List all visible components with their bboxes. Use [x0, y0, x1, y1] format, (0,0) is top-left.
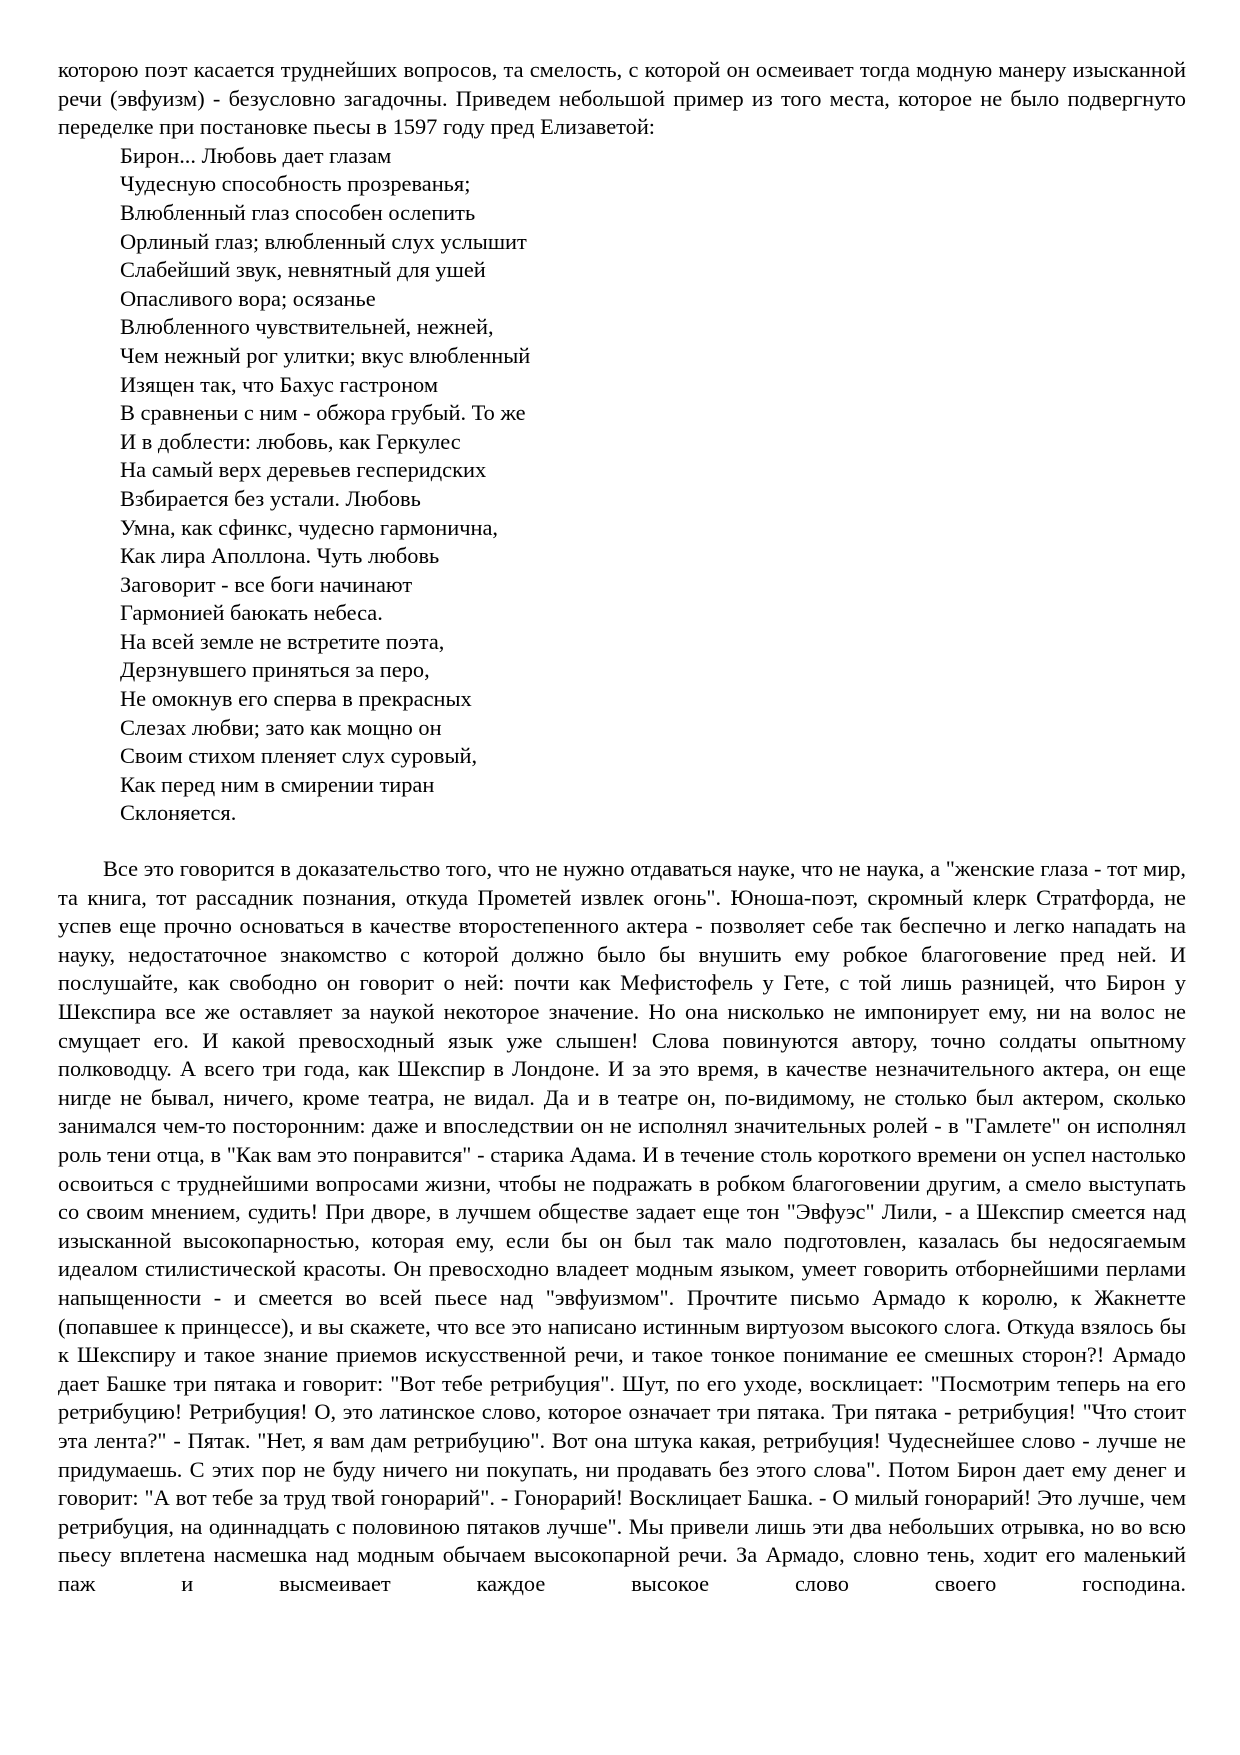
verse-line: Заговорит - все боги начинают	[120, 571, 413, 597]
verse-line: Влюбленный глаз способен ослепить	[120, 199, 476, 225]
verse-line: Опасливого вора; осязанье	[120, 285, 376, 311]
verse-line: Чем нежный рог улитки; вкус влюбленный	[120, 342, 531, 368]
verse-line: Чудесную способность прозреванья;	[120, 171, 471, 197]
verse-line: Как лира Аполлона. Чуть любовь	[120, 543, 440, 569]
verse-line: Дерзнувшего приняться за перо,	[120, 657, 430, 683]
verse-line: Влюбленного чувствительней, нежней,	[120, 314, 494, 340]
main-paragraph: Все это говорится в доказательство того, что не нужно отдаваться науке, что не наука, а "женские глаза - тот мир, та книга, тот рассадник познания, откуда Прометей извлек огонь". Юноша-поэт, скромный клерк Стратфорда, не успев еще прочно основаться в качестве второстепенного актера - позволяет себе так беспечно и легко нападать на науку, недостаточное знакомство с которой должно было бы внушить ему робкое благоговение пред ней. И послушайте, как свободно он говорит о ней: почти как Мефистофель у Гете, с той лишь разницей, что Бирон у Шекспира все же оставляет за наукой некоторое значение. Но она нисколько не импонирует ему, ни на волос не смущает его. И какой превосходный язык уже слышен! Слова повинуются автору, точно солдаты опытному полководцу. А всего три года, как Шекспир в Лондоне. И за это время, в качестве незначительного актера, он еще нигде не бывал, ничего, кроме театра, не видал. Да и в театре он, по-видимому, не столько был актером, сколько занимался чем-то посторонним: даже и впоследствии он не исполнял значительных ролей - в "Гамлете" он исполнял роль тени отца, в "Как вам это понравится" - старика Адама. И в течение столь короткого времени он успел настолько освоиться с труднейшими вопросами жизни, чтобы не подражать в робком благоговении другим, а смело выступать со своим мнением, судить! При дворе, в лучшем обществе задает еще тон "Эвфуэс" Лили, - а Шекспир смеется над изысканной высокопарностью, которая ему, если бы он был так мало подготовлен, казалась бы недосягаемым идеалом стилистической красоты. Он превосходно владеет модным языком, умеет говорить отборнейшими перлами напыщенности - и смеется во всей пьесе над "эвфуизмом". Прочтите письмо Армадо к королю, к Жакнетте (попавшее к принцессе), и вы скажете, что все это написано истинным виртуозом высокого слога. Откуда взялось бы к Шекспиру и такое знание приемов искусственной речи, и такое тонкое понимание ее смешных сторон?! Армадо дает Башке три пятака и говорит: "Вот тебе ретрибуция". Шут, по его уходе, восклицает: "Посмотрим теперь на его ретрибуцию! Ретрибуция! О, это латинское слово, которое означает три пятака. Три пятака - ретрибуция! "Что стоит эта лента?" - Пятак. "Нет, я вам дам ретрибуцию". Вот она штука какая, ретрибуция! Чудеснейшее слово - лучше не придумаешь. С этих пор не буду ничего ни покупать, ни продавать без этого слова". Потом Бирон дает ему денег и говорит: "А вот тебе за труд твой гонорарий". - Гонорарий! Восклицает Башка. - О милый гонорарий! Это лучше, чем ретрибуция, на одиннадцать с половиною пятаков лучше". Мы привели лишь эти два небольших отрывка, но во всю пьесу вплетена насмешка над модным обычаем высокопарной речи. За Армадо, словно тень, ходит его маленький паж и высмеивает каждое высокое слово своего господина.	[58, 856, 1186, 1596]
verse-line: Умна, как сфинкс, чудесно гармонична,	[120, 514, 498, 540]
verse-line: На самый верх деревьев гесперидских	[120, 457, 487, 483]
verse-line: Бирон... Любовь дает глазам	[120, 142, 392, 168]
verse-line: Своим стихом пленяет слух суровый,	[120, 743, 478, 769]
paragraph-spacer	[58, 828, 1186, 855]
verse-line: На всей земле не встретите поэта,	[120, 628, 445, 654]
verse-line: И в доблести: любовь, как Геркулес	[120, 428, 461, 454]
verse-line: Взбирается без устали. Любовь	[120, 485, 421, 511]
verse-line: Орлиный глаз; влюбленный слух услышит	[120, 228, 527, 254]
verse-line: Гармонией баюкать небеса.	[120, 600, 383, 626]
verse-line: В сравненьи с ним - обжора грубый. То же	[120, 400, 526, 426]
intro-paragraph: которою поэт касается труднейших вопросов, та смелость, с которой он осмеивает тогда модную манеру изысканной речи (эвфуизм) - безусловно загадочны. Приведем небольшой пример из того места, которое не было подвергнуто переделке при постановке пьесы в 1597 году пред Елизаветой:	[58, 57, 1186, 140]
verse-line: Не омокнув его сперва в прекрасных	[120, 686, 472, 712]
verse-line: Слезах любви; зато как мощно он	[120, 714, 442, 740]
verse-line: Изящен так, что Бахус гастроном	[120, 371, 438, 397]
verse-line: Слабейший звук, невнятный для ушей	[120, 257, 486, 283]
document-page	[58, 56, 1186, 1598]
verse-quote	[120, 142, 1186, 828]
verse-line: Склоняется.	[120, 800, 237, 826]
verse-line: Как перед ним в смирении тиран	[120, 771, 435, 797]
